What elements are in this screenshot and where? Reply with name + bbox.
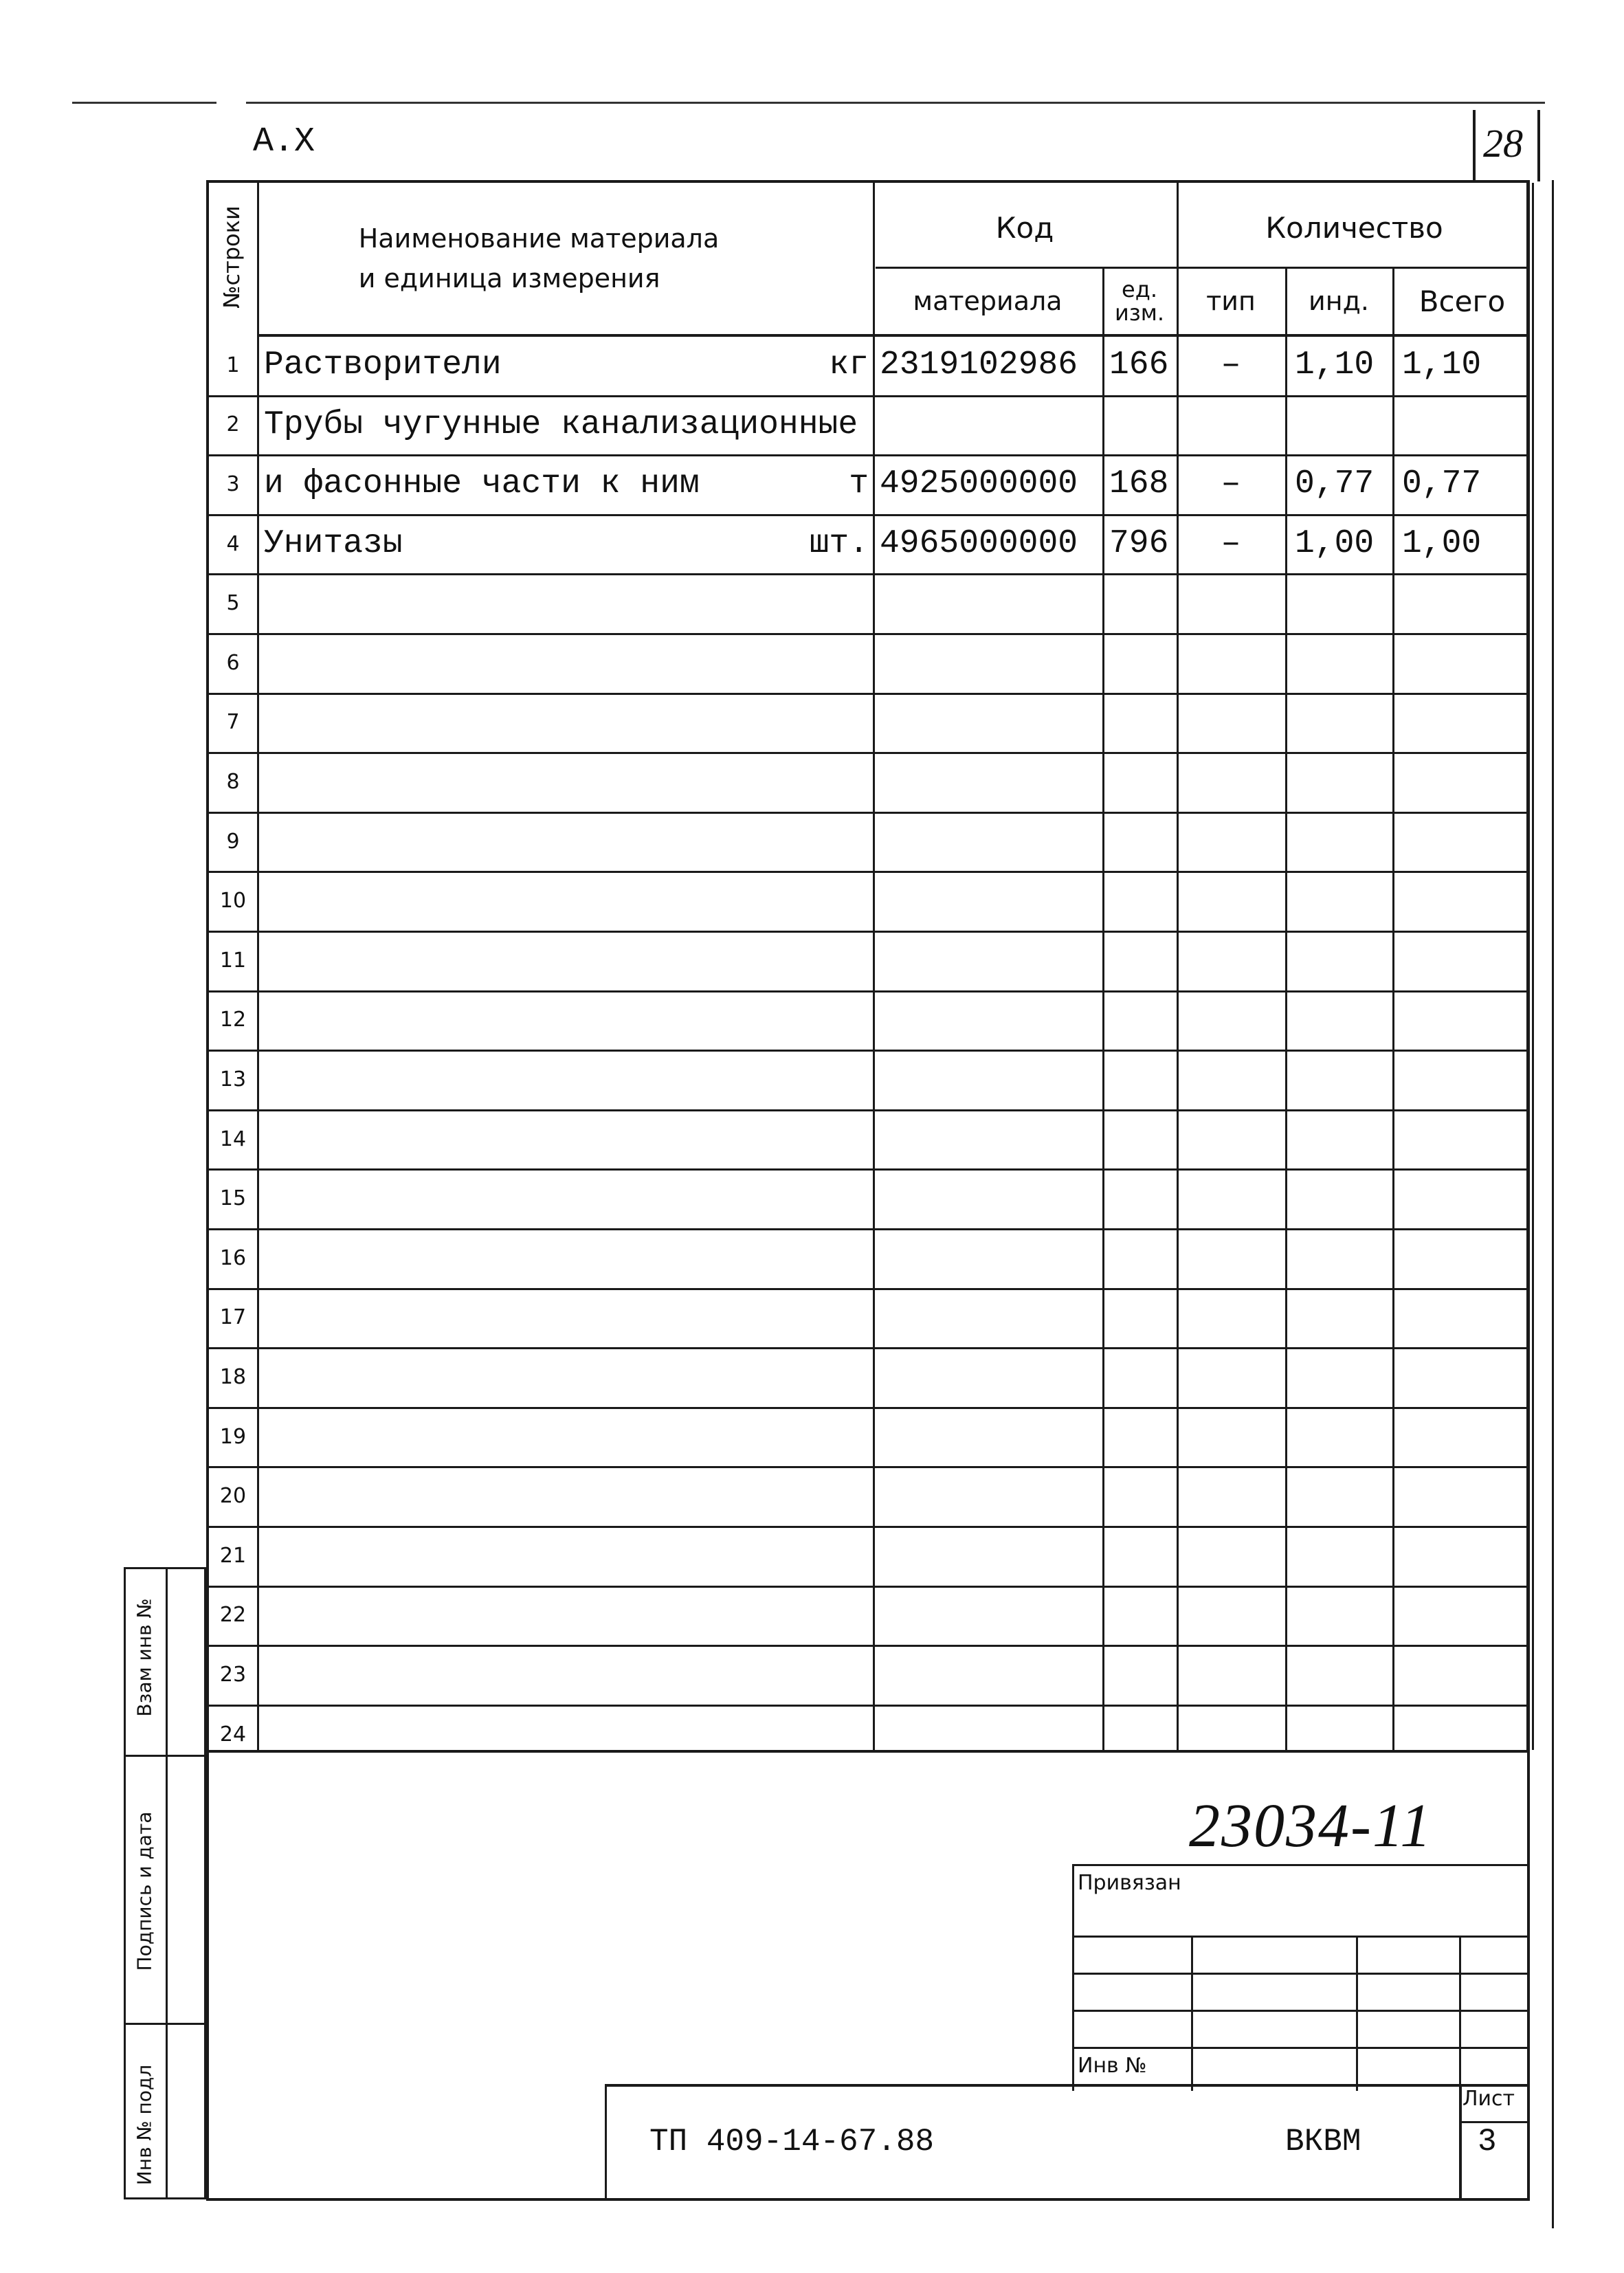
qty-ind: [1295, 1050, 1391, 1109]
col-qty-type: тип: [1206, 286, 1256, 316]
unit-code: [1109, 1586, 1175, 1645]
qty-type: [1177, 395, 1285, 455]
table-row: [209, 812, 1526, 872]
qty-type: [1177, 1645, 1285, 1705]
qty-ind: [1295, 633, 1391, 693]
material-code: [880, 752, 1100, 812]
row-number: 3: [226, 472, 240, 496]
unit-code: [1109, 990, 1175, 1050]
unit-code: [1109, 931, 1175, 990]
qty-ind: [1295, 871, 1391, 931]
material-name: Растворители: [264, 346, 502, 384]
unit-name: [772, 1705, 869, 1764]
material-code: [880, 990, 1100, 1050]
row-number: 17: [219, 1305, 247, 1330]
unit-name: т: [849, 465, 869, 503]
material-code: [880, 1050, 1100, 1109]
qty-total: [1402, 1705, 1530, 1764]
unit-name: [772, 1466, 869, 1526]
qty-ind: 1,00: [1295, 525, 1375, 563]
material-code: 2319102986: [880, 346, 1078, 384]
qty-ind: [1295, 931, 1391, 990]
col-code-unit: ед. изм.: [1114, 276, 1165, 326]
material-code: [880, 812, 1100, 872]
material-code: [880, 1645, 1100, 1705]
material-code: [880, 633, 1100, 693]
unit-name: [772, 990, 869, 1050]
qty-total: [1402, 1466, 1530, 1526]
table-row: [209, 1586, 1526, 1645]
series-label: А.Х: [253, 122, 315, 162]
qty-ind: [1295, 1168, 1391, 1228]
unit-name: [772, 1228, 869, 1288]
qty-ind: [1295, 1228, 1391, 1288]
material-code: [880, 1526, 1100, 1586]
table-row: [209, 514, 1526, 574]
col-qty: Количество: [1265, 210, 1443, 245]
qty-total: [1402, 1109, 1530, 1169]
material-code: [880, 871, 1100, 931]
qty-ind: [1295, 1526, 1391, 1586]
qty-type: [1177, 633, 1285, 693]
material-name: [264, 1228, 814, 1288]
unit-name: [772, 1109, 869, 1169]
qty-type: [1177, 1050, 1285, 1109]
qty-total: [1402, 1228, 1530, 1288]
qty-type: [1177, 693, 1285, 753]
unit-code: [1109, 395, 1175, 455]
unit-name: [772, 1347, 869, 1407]
qty-total: [1402, 693, 1530, 753]
qty-ind: [1295, 1705, 1391, 1764]
material-code: [880, 573, 1100, 633]
qty-total: [1402, 1645, 1530, 1705]
frame-right: [1527, 180, 1530, 2201]
table-body-bottom: [209, 1750, 1526, 1753]
unit-code: [1109, 693, 1175, 753]
qty-type: [1177, 1407, 1285, 1467]
row-number: 15: [219, 1186, 247, 1211]
qty-ind: [1295, 1645, 1391, 1705]
qty-ind: [1295, 1466, 1391, 1526]
material-code: [880, 1407, 1100, 1467]
qty-ind: [1295, 752, 1391, 812]
col-qty-ind: инд.: [1309, 286, 1369, 316]
col-code-material: материала: [913, 286, 1063, 316]
qty-ind: 1,10: [1295, 346, 1375, 384]
material-name: [264, 633, 814, 693]
material-name: [264, 1526, 814, 1586]
sign-date-label: Подпись и дата: [133, 1811, 156, 1971]
qty-type: [1177, 990, 1285, 1050]
col-code: Код: [995, 210, 1054, 245]
row-number: 21: [219, 1543, 247, 1568]
qty-type: [1177, 1228, 1285, 1288]
material-name: [264, 871, 814, 931]
qty-ind: [1295, 812, 1391, 872]
unit-name: [772, 573, 869, 633]
material-code: [880, 1228, 1100, 1288]
table-row: [209, 1288, 1526, 1348]
material-code: [880, 1705, 1100, 1764]
unit-code: [1109, 1705, 1175, 1764]
material-name: Унитазы: [264, 525, 403, 563]
qty-total: [1402, 990, 1530, 1050]
qty-total: [1402, 633, 1530, 693]
row-number: 16: [219, 1245, 247, 1270]
unit-code: [1109, 752, 1175, 812]
unit-code: 166: [1109, 346, 1169, 384]
qty-type: –: [1221, 465, 1241, 503]
row-number: 18: [219, 1364, 247, 1389]
unit-name: [772, 1407, 869, 1467]
material-name: Трубы чугунные канализационные: [264, 406, 858, 443]
unit-name: [772, 633, 869, 693]
row-number: 4: [226, 531, 240, 556]
unit-code: [1109, 871, 1175, 931]
qty-total: 1,10: [1402, 346, 1482, 384]
unit-code: [1109, 1466, 1175, 1526]
row-number: 9: [226, 829, 240, 854]
frame-right-outer: [1552, 180, 1554, 2228]
row-number: 14: [219, 1127, 247, 1151]
unit-name: [772, 1050, 869, 1109]
material-code: [880, 1109, 1100, 1169]
top-rule-right: [246, 102, 1545, 104]
table-row: [209, 573, 1526, 633]
unit-name: [772, 931, 869, 990]
qty-total: [1402, 931, 1530, 990]
unit-code: [1109, 1347, 1175, 1407]
qty-type: [1177, 1586, 1285, 1645]
table-row: [209, 395, 1526, 455]
unit-name: [772, 812, 869, 872]
qty-type: [1177, 1526, 1285, 1586]
materials-table: [206, 180, 1529, 1753]
table-row: [209, 752, 1526, 812]
qty-total: [1402, 1050, 1530, 1109]
qty-type: [1177, 1705, 1285, 1764]
qty-type: [1177, 1288, 1285, 1348]
unit-code: [1109, 812, 1175, 872]
qty-total: [1402, 395, 1530, 455]
qty-total: [1402, 812, 1530, 872]
doc-mark: ВКВМ: [1285, 2124, 1361, 2160]
table-row: [209, 1526, 1526, 1586]
qty-ind: 0,77: [1295, 465, 1375, 503]
material-name: [264, 693, 814, 753]
material-code: [880, 1168, 1100, 1228]
qty-type: –: [1221, 346, 1241, 384]
frame-bottom: [206, 2198, 1529, 2201]
unit-code: 796: [1109, 525, 1169, 563]
unit-code: [1109, 1526, 1175, 1586]
material-code: [880, 931, 1100, 990]
row-number: 6: [226, 650, 240, 675]
qty-type: –: [1221, 525, 1241, 563]
material-name: [264, 1050, 814, 1109]
table-row: [209, 1466, 1526, 1526]
qty-ind: [1295, 573, 1391, 633]
material-code: [880, 1288, 1100, 1348]
row-number: 22: [219, 1603, 247, 1628]
qty-ind: [1295, 1288, 1391, 1348]
unit-name: [772, 1168, 869, 1228]
col-row-no: №строки: [219, 206, 245, 309]
material-code: [880, 693, 1100, 753]
table-row: [209, 931, 1526, 990]
row-number: 2: [226, 412, 240, 437]
qty-type: [1177, 573, 1285, 633]
unit-name: кг: [829, 346, 869, 384]
table-row: [209, 1050, 1526, 1109]
unit-code: [1109, 1288, 1175, 1348]
qty-type: [1177, 812, 1285, 872]
qty-type: [1177, 1109, 1285, 1169]
replace-inv-label: Взам инв №: [133, 1598, 156, 1717]
material-code: 4965000000: [880, 525, 1078, 563]
row-number: 10: [219, 889, 247, 913]
material-name: [264, 931, 814, 990]
qty-total: [1402, 871, 1530, 931]
qty-ind: [1295, 1109, 1391, 1169]
qty-ind: [1295, 1586, 1391, 1645]
table-row: [209, 1347, 1526, 1407]
qty-total: [1402, 1347, 1530, 1407]
material-name: [264, 1586, 814, 1645]
table-row: [209, 871, 1526, 931]
material-name: [264, 1109, 814, 1169]
material-code: [880, 1347, 1100, 1407]
material-code: 4925000000: [880, 465, 1078, 503]
table-row: [209, 1407, 1526, 1467]
material-code: [880, 1586, 1100, 1645]
unit-name: [772, 1526, 869, 1586]
material-name: [264, 1466, 814, 1526]
row-number: 5: [226, 591, 240, 616]
table-row: [209, 633, 1526, 693]
qty-type: [1177, 1466, 1285, 1526]
row-number: 24: [219, 1722, 247, 1747]
doc-code: ТП 409-14-67.88: [649, 2124, 935, 2160]
qty-total: [1402, 752, 1530, 812]
qty-type: [1177, 1168, 1285, 1228]
row-number: 20: [219, 1484, 247, 1509]
sheet-label: Лист: [1462, 2087, 1515, 2111]
unit-code: [1109, 1228, 1175, 1288]
unit-name: [772, 1645, 869, 1705]
page-number: 28: [1483, 121, 1523, 166]
qty-ind: [1295, 990, 1391, 1050]
material-name: [264, 1168, 814, 1228]
unit-code: [1109, 1168, 1175, 1228]
qty-total: [1402, 1168, 1530, 1228]
linked-label: Привязан: [1078, 1871, 1181, 1895]
material-name: и фасонные части к ним: [264, 465, 700, 503]
unit-name: [772, 1288, 869, 1348]
material-name: [264, 990, 814, 1050]
unit-code: [1109, 633, 1175, 693]
qty-ind: [1295, 395, 1391, 455]
qty-ind: [1295, 1407, 1391, 1467]
unit-code: [1109, 573, 1175, 633]
material-name: [264, 1705, 814, 1764]
qty-total: 1,00: [1402, 525, 1482, 563]
sheet-number: 3: [1478, 2124, 1497, 2160]
unit-name: шт.: [809, 525, 869, 563]
unit-name: [772, 1586, 869, 1645]
row-number: 12: [219, 1008, 247, 1032]
table-row: [209, 1645, 1526, 1705]
inv-orig-label: Инв № подл: [133, 2064, 156, 2186]
row-number: 11: [219, 948, 247, 973]
qty-type: [1177, 871, 1285, 931]
table-row: [209, 1705, 1526, 1764]
qty-total: 0,77: [1402, 465, 1482, 503]
inv-no-label: Инв №: [1078, 2054, 1147, 2078]
material-name: [264, 1288, 814, 1348]
unit-code: [1109, 1050, 1175, 1109]
unit-name: [772, 871, 869, 931]
qty-total: [1402, 1407, 1530, 1467]
row-number: 7: [226, 710, 240, 735]
frame-left: [206, 180, 209, 2201]
qty-total: [1402, 573, 1530, 633]
table-row: [209, 1228, 1526, 1288]
unit-name: [772, 693, 869, 753]
table-row: [209, 454, 1526, 514]
material-name: [264, 752, 814, 812]
unit-code: 168: [1109, 465, 1169, 503]
row-number: 23: [219, 1662, 247, 1687]
row-number: 13: [219, 1067, 247, 1091]
row-number: 19: [219, 1424, 247, 1449]
unit-code: [1109, 1109, 1175, 1169]
material-name: [264, 1645, 814, 1705]
material-code: [880, 395, 1100, 455]
qty-total: [1402, 1586, 1530, 1645]
ref-number: 23034-11: [1189, 1792, 1433, 1860]
qty-total: [1402, 1288, 1530, 1348]
material-code: [880, 1466, 1100, 1526]
material-name: [264, 1407, 814, 1467]
qty-type: [1177, 931, 1285, 990]
unit-name: [772, 395, 869, 455]
material-name: [264, 573, 814, 633]
qty-type: [1177, 1347, 1285, 1407]
unit-name: [772, 752, 869, 812]
qty-total: [1402, 1526, 1530, 1586]
col-name: Наименование материала и единица измерения: [358, 223, 720, 293]
row-number: 8: [226, 769, 240, 794]
material-name: [264, 1347, 814, 1407]
qty-ind: [1295, 1347, 1391, 1407]
qty-ind: [1295, 693, 1391, 753]
material-name: [264, 812, 814, 872]
table-row: [209, 335, 1526, 395]
col-qty-total: Всего: [1419, 284, 1506, 318]
table-row: [209, 693, 1526, 753]
unit-code: [1109, 1645, 1175, 1705]
unit-code: [1109, 1407, 1175, 1467]
top-rule-left: [72, 102, 216, 104]
qty-type: [1177, 752, 1285, 812]
table-row: [209, 1109, 1526, 1169]
table-row: [209, 1168, 1526, 1228]
table-row: [209, 990, 1526, 1050]
row-number: 1: [226, 353, 240, 377]
